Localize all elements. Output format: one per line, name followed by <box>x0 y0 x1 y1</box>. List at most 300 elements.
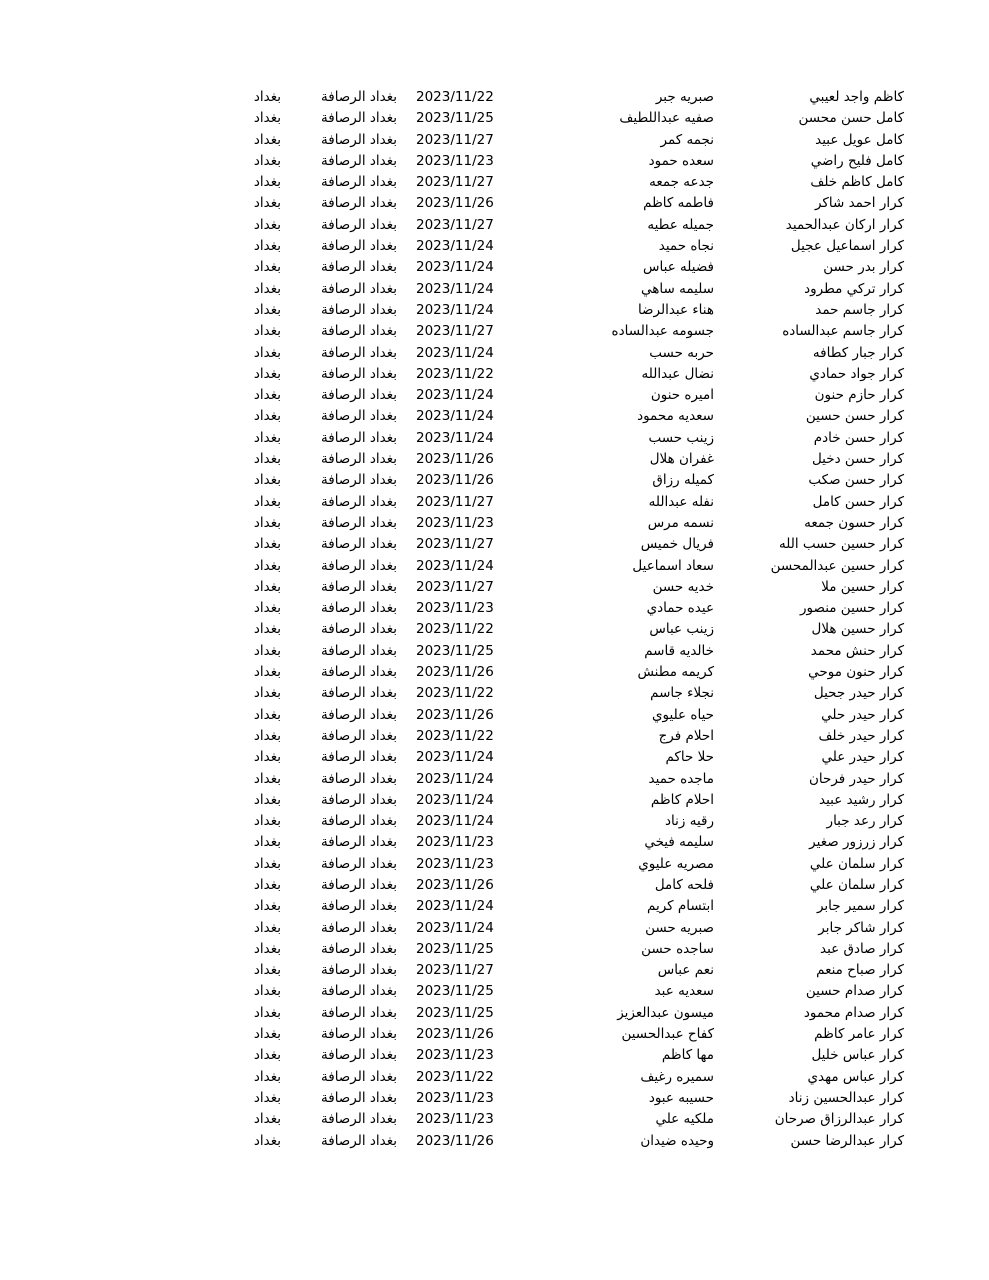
record-date: 2023/11/23 <box>416 834 494 851</box>
table-row <box>0 1003 989 1024</box>
table-row <box>0 406 989 427</box>
person-name: كرار جبار كطافه <box>812 344 904 361</box>
record-date: 2023/11/22 <box>416 685 494 702</box>
record-date: 2023/11/24 <box>416 259 494 276</box>
table-row <box>0 556 989 577</box>
person-name: كرار حسين حسب الله <box>779 536 904 553</box>
city-name: بغداد <box>253 791 281 808</box>
records-table <box>0 87 989 1152</box>
person-name: كرار حيدر حلي <box>821 706 904 723</box>
record-date: 2023/11/24 <box>416 344 494 361</box>
table-row <box>0 769 989 790</box>
city-name: بغداد <box>253 536 281 553</box>
table-row <box>0 172 989 193</box>
mother-name: مها كاظم <box>661 1047 714 1064</box>
mother-name: سعاد اسماعيل <box>632 557 714 574</box>
table-row <box>0 513 989 534</box>
city-name: بغداد <box>253 983 281 1000</box>
mother-name: فضيله عباس <box>643 259 714 276</box>
city-name: بغداد <box>253 472 281 489</box>
region-name: بغداد الرصافة <box>321 855 397 872</box>
person-name: كرار حسن حسين <box>805 408 904 425</box>
region-name: بغداد الرصافة <box>321 1047 397 1064</box>
region-name: بغداد الرصافة <box>321 876 397 893</box>
mother-name: عيده حمادي <box>646 600 714 617</box>
table-row <box>0 108 989 129</box>
person-name: كرار سلمان علي <box>809 876 904 893</box>
person-name: كرار حسن كامل <box>812 493 904 510</box>
mother-name: سعديه عبد <box>654 983 714 1000</box>
region-name: بغداد الرصافة <box>321 216 397 233</box>
region-name: بغداد الرصافة <box>321 514 397 531</box>
table-row <box>0 300 989 321</box>
record-date: 2023/11/26 <box>416 451 494 468</box>
mother-name: صفيه عبداللطيف <box>619 110 714 127</box>
mother-name: سعده حمود <box>648 152 714 169</box>
table-row <box>0 598 989 619</box>
table-row <box>0 832 989 853</box>
person-name: كرار جاسم حمد <box>815 301 904 318</box>
table-row <box>0 875 989 896</box>
region-name: بغداد الرصافة <box>321 472 397 489</box>
record-date: 2023/11/22 <box>416 1068 494 1085</box>
region-name: بغداد الرصافة <box>321 89 397 105</box>
table-row <box>0 87 989 108</box>
mother-name: ابتسام كريم <box>646 898 714 915</box>
mother-name: زينب حسب <box>648 429 714 446</box>
person-name: كرار اسماعيل عجيل <box>790 238 904 255</box>
city-name: بغداد <box>253 110 281 127</box>
mother-name: فريال خميس <box>640 536 714 553</box>
person-name: كرار عبدالرضا حسن <box>790 1132 904 1149</box>
table-row <box>0 151 989 172</box>
city-name: بغداد <box>253 1132 281 1149</box>
person-name: كرار حيدر علي <box>821 749 904 766</box>
city-name: بغداد <box>253 940 281 957</box>
city-name: بغداد <box>253 621 281 638</box>
table-row <box>0 130 989 151</box>
city-name: بغداد <box>253 365 281 382</box>
person-name: كرار حيدر فرحان <box>808 770 904 787</box>
table-row <box>0 1024 989 1045</box>
city-name: بغداد <box>253 429 281 446</box>
mother-name: رقيه زناد <box>665 813 714 830</box>
record-date: 2023/11/26 <box>416 664 494 681</box>
mother-name: سليمه ساهي <box>641 280 714 297</box>
region-name: بغداد الرصافة <box>321 451 397 468</box>
city-name: بغداد <box>253 664 281 681</box>
record-date: 2023/11/25 <box>416 642 494 659</box>
region-name: بغداد الرصافة <box>321 664 397 681</box>
city-name: بغداد <box>253 89 281 105</box>
record-date: 2023/11/26 <box>416 472 494 489</box>
person-name: كرار عباس خليل <box>811 1047 904 1064</box>
mother-name: احلام فرج <box>658 727 714 744</box>
mother-name: جسومه عبدالساده <box>611 323 714 340</box>
region-name: بغداد الرصافة <box>321 749 397 766</box>
record-date: 2023/11/24 <box>416 301 494 318</box>
table-row <box>0 811 989 832</box>
mother-name: كميله رزاق <box>652 472 714 489</box>
person-name: كرار عامر كاظم <box>814 1026 904 1043</box>
mother-name: نجلاء جاسم <box>650 685 714 702</box>
person-name: كرار تركي مطرود <box>804 280 904 297</box>
record-date: 2023/11/23 <box>416 152 494 169</box>
record-date: 2023/11/24 <box>416 898 494 915</box>
table-row <box>0 960 989 981</box>
city-name: بغداد <box>253 770 281 787</box>
city-name: بغداد <box>253 557 281 574</box>
person-name: كرار حازم حنون <box>814 387 904 404</box>
mother-name: ساجده حسن <box>641 940 714 957</box>
person-name: كرار عباس مهدي <box>807 1068 904 1085</box>
table-row <box>0 896 989 917</box>
region-name: بغداد الرصافة <box>321 557 397 574</box>
region-name: بغداد الرصافة <box>321 238 397 255</box>
person-name: كرار حيدر جحيل <box>813 685 904 702</box>
record-date: 2023/11/27 <box>416 174 494 191</box>
table-row <box>0 1109 989 1130</box>
city-name: بغداد <box>253 493 281 510</box>
record-date: 2023/11/22 <box>416 621 494 638</box>
table-row <box>0 492 989 513</box>
record-date: 2023/11/26 <box>416 1026 494 1043</box>
mother-name: صبريه جبر <box>655 89 714 105</box>
city-name: بغداد <box>253 600 281 617</box>
record-date: 2023/11/25 <box>416 940 494 957</box>
region-name: بغداد الرصافة <box>321 301 397 318</box>
record-date: 2023/11/27 <box>416 131 494 148</box>
city-name: بغداد <box>253 919 281 936</box>
region-name: بغداد الرصافة <box>321 834 397 851</box>
record-date: 2023/11/26 <box>416 876 494 893</box>
person-name: كرار صادق عبد <box>819 940 904 957</box>
region-name: بغداد الرصافة <box>321 791 397 808</box>
table-row <box>0 939 989 960</box>
mother-name: خالديه قاسم <box>644 642 714 659</box>
record-date: 2023/11/22 <box>416 365 494 382</box>
record-date: 2023/11/23 <box>416 1089 494 1106</box>
record-date: 2023/11/23 <box>416 600 494 617</box>
person-name: كرار صدام محمود <box>803 1004 904 1021</box>
region-name: بغداد الرصافة <box>321 706 397 723</box>
record-date: 2023/11/25 <box>416 983 494 1000</box>
city-name: بغداد <box>253 876 281 893</box>
region-name: بغداد الرصافة <box>321 152 397 169</box>
mother-name: جدعه جمعه <box>649 174 714 191</box>
city-name: بغداد <box>253 174 281 191</box>
record-date: 2023/11/27 <box>416 536 494 553</box>
city-name: بغداد <box>253 259 281 276</box>
mother-name: فلحه كامل <box>654 876 714 893</box>
region-name: بغداد الرصافة <box>321 962 397 979</box>
person-name: كرار شاكر جابر <box>818 919 904 936</box>
region-name: بغداد الرصافة <box>321 195 397 212</box>
city-name: بغداد <box>253 323 281 340</box>
mother-name: ميسون عبدالعزيز <box>617 1004 714 1021</box>
region-name: بغداد الرصافة <box>321 1004 397 1021</box>
mother-name: نعم عباس <box>657 962 714 979</box>
table-row <box>0 790 989 811</box>
region-name: بغداد الرصافة <box>321 536 397 553</box>
city-name: بغداد <box>253 301 281 318</box>
person-name: كرار زرزور صغير <box>809 834 904 851</box>
city-name: بغداد <box>253 834 281 851</box>
region-name: بغداد الرصافة <box>321 387 397 404</box>
table-row <box>0 215 989 236</box>
record-date: 2023/11/24 <box>416 387 494 404</box>
person-name: كرار حسين ملا <box>821 578 904 595</box>
person-name: كرار حسين عبدالمحسن <box>770 557 904 574</box>
region-name: بغداد الرصافة <box>321 408 397 425</box>
city-name: بغداد <box>253 131 281 148</box>
table-row <box>0 1045 989 1066</box>
region-name: بغداد الرصافة <box>321 813 397 830</box>
table-row <box>0 854 989 875</box>
city-name: بغداد <box>253 152 281 169</box>
region-name: بغداد الرصافة <box>321 983 397 1000</box>
city-name: بغداد <box>253 408 281 425</box>
record-date: 2023/11/24 <box>416 238 494 255</box>
record-date: 2023/11/24 <box>416 280 494 297</box>
table-row <box>0 193 989 214</box>
table-row <box>0 981 989 1002</box>
city-name: بغداد <box>253 727 281 744</box>
mother-name: هناء عبدالرضا <box>637 301 714 318</box>
record-date: 2023/11/22 <box>416 89 494 105</box>
record-date: 2023/11/23 <box>416 1111 494 1128</box>
mother-name: كريمه مطنش <box>637 664 714 681</box>
record-date: 2023/11/24 <box>416 429 494 446</box>
mother-name: سميره رغيف <box>640 1068 714 1085</box>
person-name: كرار عبدالرزاق صرحان <box>774 1111 904 1128</box>
city-name: بغداد <box>253 451 281 468</box>
mother-name: صبريه حسن <box>645 919 714 936</box>
person-name: كامل كاظم خلف <box>810 174 904 191</box>
table-row <box>0 428 989 449</box>
table-row <box>0 364 989 385</box>
record-date: 2023/11/22 <box>416 727 494 744</box>
person-name: كرار حسن دخيل <box>811 451 904 468</box>
region-name: بغداد الرصافة <box>321 1089 397 1106</box>
mother-name: ماجده حميد <box>648 770 714 787</box>
region-name: بغداد الرصافة <box>321 600 397 617</box>
table-row <box>0 1067 989 1088</box>
table-row <box>0 279 989 300</box>
record-date: 2023/11/24 <box>416 791 494 808</box>
region-name: بغداد الرصافة <box>321 770 397 787</box>
region-name: بغداد الرصافة <box>321 493 397 510</box>
person-name: كرار حسون جمعه <box>804 514 904 531</box>
region-name: بغداد الرصافة <box>321 280 397 297</box>
person-name: كرار اركان عبدالحميد <box>785 216 904 233</box>
city-name: بغداد <box>253 344 281 361</box>
region-name: بغداد الرصافة <box>321 323 397 340</box>
city-name: بغداد <box>253 238 281 255</box>
record-date: 2023/11/23 <box>416 855 494 872</box>
table-row <box>0 236 989 257</box>
person-name: كرار عبدالحسين زناد <box>788 1089 904 1106</box>
record-date: 2023/11/27 <box>416 493 494 510</box>
city-name: بغداد <box>253 855 281 872</box>
mother-name: سليمه فيخي <box>644 834 714 851</box>
mother-name: اميره حنون <box>650 387 714 404</box>
person-name: كامل حسن محسن <box>798 110 904 127</box>
person-name: كرار حسن صكب <box>808 472 904 489</box>
record-date: 2023/11/26 <box>416 195 494 212</box>
person-name: كرار سمير جابر <box>816 898 904 915</box>
mother-name: احلام كاظم <box>650 791 714 808</box>
city-name: بغداد <box>253 195 281 212</box>
region-name: بغداد الرصافة <box>321 344 397 361</box>
mother-name: حياه عليوي <box>651 706 714 723</box>
person-name: كرار بدر حسن <box>823 259 904 276</box>
city-name: بغداد <box>253 642 281 659</box>
table-row <box>0 577 989 598</box>
mother-name: حربه حسب <box>649 344 714 361</box>
record-date: 2023/11/23 <box>416 1047 494 1064</box>
table-row <box>0 1088 989 1109</box>
record-date: 2023/11/26 <box>416 706 494 723</box>
person-name: كرار حسين هلال <box>811 621 904 638</box>
mother-name: مصريه عليوي <box>638 855 714 872</box>
mother-name: خديه حسن <box>652 578 714 595</box>
table-row <box>0 534 989 555</box>
city-name: بغداد <box>253 387 281 404</box>
table-row <box>0 747 989 768</box>
record-date: 2023/11/27 <box>416 216 494 233</box>
record-date: 2023/11/24 <box>416 557 494 574</box>
city-name: بغداد <box>253 514 281 531</box>
table-row <box>0 726 989 747</box>
record-date: 2023/11/26 <box>416 1132 494 1149</box>
record-date: 2023/11/24 <box>416 813 494 830</box>
city-name: بغداد <box>253 216 281 233</box>
person-name: كرار جواد حمادي <box>809 365 904 382</box>
region-name: بغداد الرصافة <box>321 174 397 191</box>
mother-name: وحيده ضيدان <box>640 1132 714 1149</box>
region-name: بغداد الرصافة <box>321 1068 397 1085</box>
mother-name: زينب عباس <box>649 621 714 638</box>
city-name: بغداد <box>253 962 281 979</box>
table-row <box>0 343 989 364</box>
record-date: 2023/11/23 <box>416 514 494 531</box>
table-row <box>0 470 989 491</box>
region-name: بغداد الرصافة <box>321 727 397 744</box>
region-name: بغداد الرصافة <box>321 259 397 276</box>
region-name: بغداد الرصافة <box>321 110 397 127</box>
mother-name: كفاح عبدالحسين <box>621 1026 714 1043</box>
person-name: كامل فليح راضي <box>810 152 904 169</box>
city-name: بغداد <box>253 685 281 702</box>
person-name: كرار رعد جبار <box>826 813 904 830</box>
table-row <box>0 619 989 640</box>
mother-name: غفران هلال <box>649 451 714 468</box>
record-date: 2023/11/24 <box>416 749 494 766</box>
city-name: بغداد <box>253 1004 281 1021</box>
record-date: 2023/11/27 <box>416 578 494 595</box>
region-name: بغداد الرصافة <box>321 898 397 915</box>
city-name: بغداد <box>253 280 281 297</box>
record-date: 2023/11/24 <box>416 408 494 425</box>
city-name: بغداد <box>253 1111 281 1128</box>
region-name: بغداد الرصافة <box>321 642 397 659</box>
region-name: بغداد الرصافة <box>321 1026 397 1043</box>
table-row <box>0 705 989 726</box>
region-name: بغداد الرصافة <box>321 578 397 595</box>
city-name: بغداد <box>253 706 281 723</box>
mother-name: نضال عبدالله <box>641 365 714 382</box>
mother-name: نسمه مرس <box>647 514 714 531</box>
region-name: بغداد الرصافة <box>321 685 397 702</box>
mother-name: فاطمه كاظم <box>643 195 714 212</box>
person-name: كرار حيدر خلف <box>818 727 904 744</box>
region-name: بغداد الرصافة <box>321 940 397 957</box>
city-name: بغداد <box>253 1026 281 1043</box>
person-name: كاظم واجد لعيبي <box>809 89 904 105</box>
mother-name: جميله عطيه <box>647 216 714 233</box>
table-row <box>0 918 989 939</box>
person-name: كرار حسين منصور <box>800 600 904 617</box>
table-row <box>0 1131 989 1152</box>
table-row <box>0 449 989 470</box>
city-name: بغداد <box>253 1047 281 1064</box>
person-name: كرار احمد شاكر <box>814 195 904 212</box>
record-date: 2023/11/24 <box>416 770 494 787</box>
person-name: كرار حنون موحي <box>808 664 904 681</box>
city-name: بغداد <box>253 1068 281 1085</box>
region-name: بغداد الرصافة <box>321 1132 397 1149</box>
region-name: بغداد الرصافة <box>321 1111 397 1128</box>
table-row <box>0 321 989 342</box>
city-name: بغداد <box>253 1089 281 1106</box>
region-name: بغداد الرصافة <box>321 365 397 382</box>
person-name: كرار صباح منعم <box>816 962 904 979</box>
person-name: كرار سلمان علي <box>809 855 904 872</box>
mother-name: نفله عبدالله <box>648 493 714 510</box>
person-name: كرار جاسم عبدالساده <box>782 323 904 340</box>
region-name: بغداد الرصافة <box>321 429 397 446</box>
region-name: بغداد الرصافة <box>321 131 397 148</box>
mother-name: ملكيه علي <box>655 1111 714 1128</box>
person-name: كامل عويل عبيد <box>815 131 904 148</box>
mother-name: حلا حاكم <box>665 749 714 766</box>
record-date: 2023/11/25 <box>416 1004 494 1021</box>
region-name: بغداد الرصافة <box>321 919 397 936</box>
table-row <box>0 662 989 683</box>
table-row <box>0 257 989 278</box>
city-name: بغداد <box>253 898 281 915</box>
city-name: بغداد <box>253 578 281 595</box>
mother-name: نجمه كمر <box>660 131 714 148</box>
mother-name: سعديه محمود <box>637 408 714 425</box>
person-name: كرار حنش محمد <box>810 642 904 659</box>
person-name: كرار صدام حسين <box>805 983 904 1000</box>
mother-name: نجاه حميد <box>658 238 714 255</box>
table-row <box>0 683 989 704</box>
city-name: بغداد <box>253 749 281 766</box>
record-date: 2023/11/27 <box>416 962 494 979</box>
mother-name: حسيبه عبود <box>648 1089 714 1106</box>
person-name: كرار حسن خادم <box>813 429 904 446</box>
table-row <box>0 641 989 662</box>
record-date: 2023/11/27 <box>416 323 494 340</box>
table-row <box>0 385 989 406</box>
region-name: بغداد الرصافة <box>321 621 397 638</box>
record-date: 2023/11/25 <box>416 110 494 127</box>
record-date: 2023/11/24 <box>416 919 494 936</box>
person-name: كرار رشيد عبيد <box>818 791 904 808</box>
